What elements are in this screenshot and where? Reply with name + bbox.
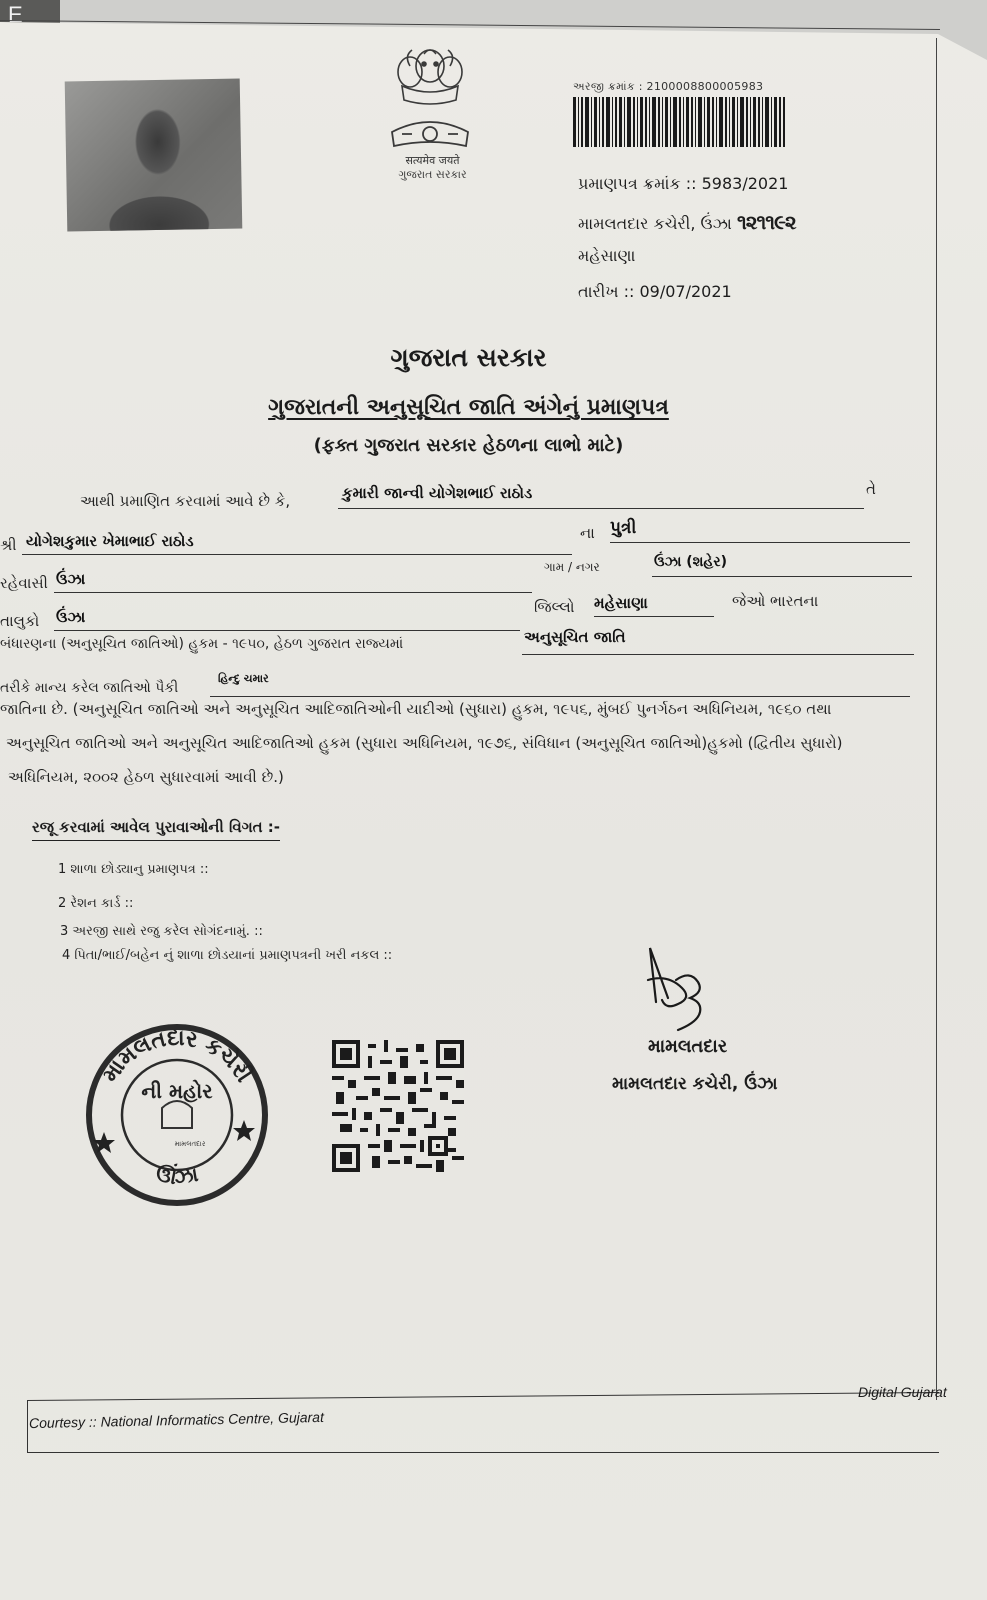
- district-field: [594, 592, 714, 617]
- document-item: 2 રેશન કાર્ડ ::: [58, 896, 134, 911]
- documents-heading: રજૂ કરવામાં આવેલ પુરાવાઓની વિગત :-: [32, 818, 280, 841]
- recognized-text: તરીકે માન્ય કરેલ જાતિઓ પૈકી: [0, 680, 179, 696]
- legal-paragraph: [0, 692, 935, 794]
- taluka-field: [54, 606, 520, 631]
- document-item: 4 પિતા/ભાઈ/બહેન નું શાળા છોડયાનાં પ્રમાણપત્રની ખરી નકલ ::: [62, 948, 393, 963]
- legal-line-3: અધિનિયમ, ૨૦૦૨ હેઠળ સુધારવામાં આવી છે.): [8, 768, 284, 786]
- applicant-name: કુમારી જાન્વી યોગેશભાઈ રાઠોડ: [342, 484, 533, 502]
- issuing-office: મામલતદાર કચેરી, ઉંઝા: [578, 214, 732, 233]
- taluka-label: તાલુકો: [0, 612, 40, 630]
- relation-field: [610, 516, 910, 543]
- intro-text: આથી પ્રમાણિત કરવામાં આવે છે કે,: [80, 492, 291, 510]
- handwritten-number: ૧૨૧૧૯૨: [736, 210, 796, 234]
- signature: [640, 940, 720, 1035]
- applicant-photo: [65, 78, 243, 231]
- district-label: જિલ્લો: [534, 598, 575, 616]
- taluka: ઉંઝા: [56, 608, 86, 626]
- relation: પુત્રી: [610, 518, 637, 538]
- application-number: અરજી ક્રમાંક : 2100008800005983: [573, 80, 764, 93]
- village: ઉંઝા (શહેર): [654, 554, 728, 570]
- emblem-motto: सत्यमेव जयते: [405, 154, 460, 167]
- shri-text: શ્રી: [0, 536, 17, 554]
- district: મહેસાણા: [594, 594, 648, 612]
- certificate-title-text: ગુજરાતની અનુસૂચિત જાતિ અંગેનું પ્રમાણપત્ર: [268, 395, 669, 420]
- svg-text:ઊંઝા: [154, 1159, 200, 1189]
- category-field: [522, 626, 914, 655]
- seal-center-text: ની મહોર: [141, 1079, 213, 1103]
- issue-date: તારીખ :: 09/07/2021: [578, 282, 732, 301]
- resident-field: [54, 570, 532, 593]
- certificate-number: પ્રમાણપત્ર ક્રમાંક :: 5983/2021: [578, 174, 789, 193]
- category: અનુસૂચિત જાતિ: [524, 628, 626, 646]
- footer-brand: Digital Gujarat: [858, 1384, 947, 1400]
- certificate-note: (ફક્ત ગુજરાત સરકાર હેઠળના લાભો માટે): [313, 435, 624, 456]
- te-text: તે: [866, 480, 876, 498]
- legal-line-1: જાતિના છે. (અનુસૂચિત જાતિઓ અને અનુસૂચિત આદિજાતિઓની યાદીઓ (સુધારા) હુકમ, ૧૯૫૬, મુંબઈ પુનર્ગઠન અધિનિયમ, ૧૯૬૦ તથા: [0, 700, 832, 718]
- officer-title: મામલતદાર: [648, 1036, 728, 1057]
- header-district: મહેસાણા: [578, 246, 636, 265]
- resident: ઉંઝા: [56, 570, 86, 588]
- qr-code: [332, 1040, 464, 1172]
- corner-letter: E: [8, 2, 23, 27]
- certificate-title: [0, 395, 937, 420]
- caste: હિન્દુ ચમાર: [218, 672, 269, 685]
- footer-left-edge: [27, 1400, 28, 1452]
- state-emblem-icon: [380, 42, 480, 152]
- document-item: 1 શાળા છોડ્યાનુ પ્રમાણપત્ર ::: [58, 862, 209, 877]
- order-text: બંધારણના (અનુસૂચિત જાતિઓ) હુકમ - ૧૯૫૦, હેઠળ ગુજરાત રાજ્યમાં: [0, 636, 404, 652]
- office-seal-icon: [82, 1020, 272, 1210]
- name-field: [338, 484, 864, 509]
- government-title: ગુજરાત સરકાર: [390, 343, 547, 372]
- officer-office: મામલતદાર કચેરી, ઉંઝા: [612, 1074, 778, 1094]
- issuing-office-line: [578, 210, 796, 234]
- document-item: 3 અરજી સાથે રજુ કરેલ સોગંદનામું. ::: [60, 924, 263, 939]
- footer-rule-bottom: [27, 1452, 939, 1453]
- seal-small-text: મામલતદાર: [174, 1140, 206, 1148]
- seal-top-text: મામલતદાર કચેરી: [98, 1025, 257, 1087]
- na-text: ના: [580, 524, 595, 542]
- parent-name: યોગેશકુમાર ખેમાભાઈ રાઠોડ: [26, 532, 194, 550]
- village-label: ગામ / નગર: [544, 560, 600, 574]
- india-text: જેઓ ભારતના: [732, 592, 819, 610]
- barcode: [573, 97, 785, 147]
- emblem-caption: [380, 154, 485, 182]
- resident-label: રહેવાસી: [0, 574, 48, 592]
- seal-bottom-text: ઊંઝા: [153, 1161, 200, 1190]
- emblem-state: ગુજરાત સરકાર: [398, 168, 467, 181]
- legal-line-2: અનુસૂચિત જાતિઓ અને અનુસૂચિત આદિજાતિઓ હુકમ (સુધારા અધિનિયમ, ૧૯૭૬, સંવિધાન (અનુસૂચિત જાતિઓ)હુકમો (દ્વિતીય સુધારો): [6, 734, 843, 752]
- svg-text:મામલતદાર કચેરી: [98, 1026, 257, 1087]
- frame-right: [936, 38, 937, 1400]
- parent-field: [22, 530, 572, 555]
- footer-courtesy: Courtesy :: National Informatics Centre, Gujarat: [28, 1408, 325, 1432]
- village-field: [652, 554, 912, 577]
